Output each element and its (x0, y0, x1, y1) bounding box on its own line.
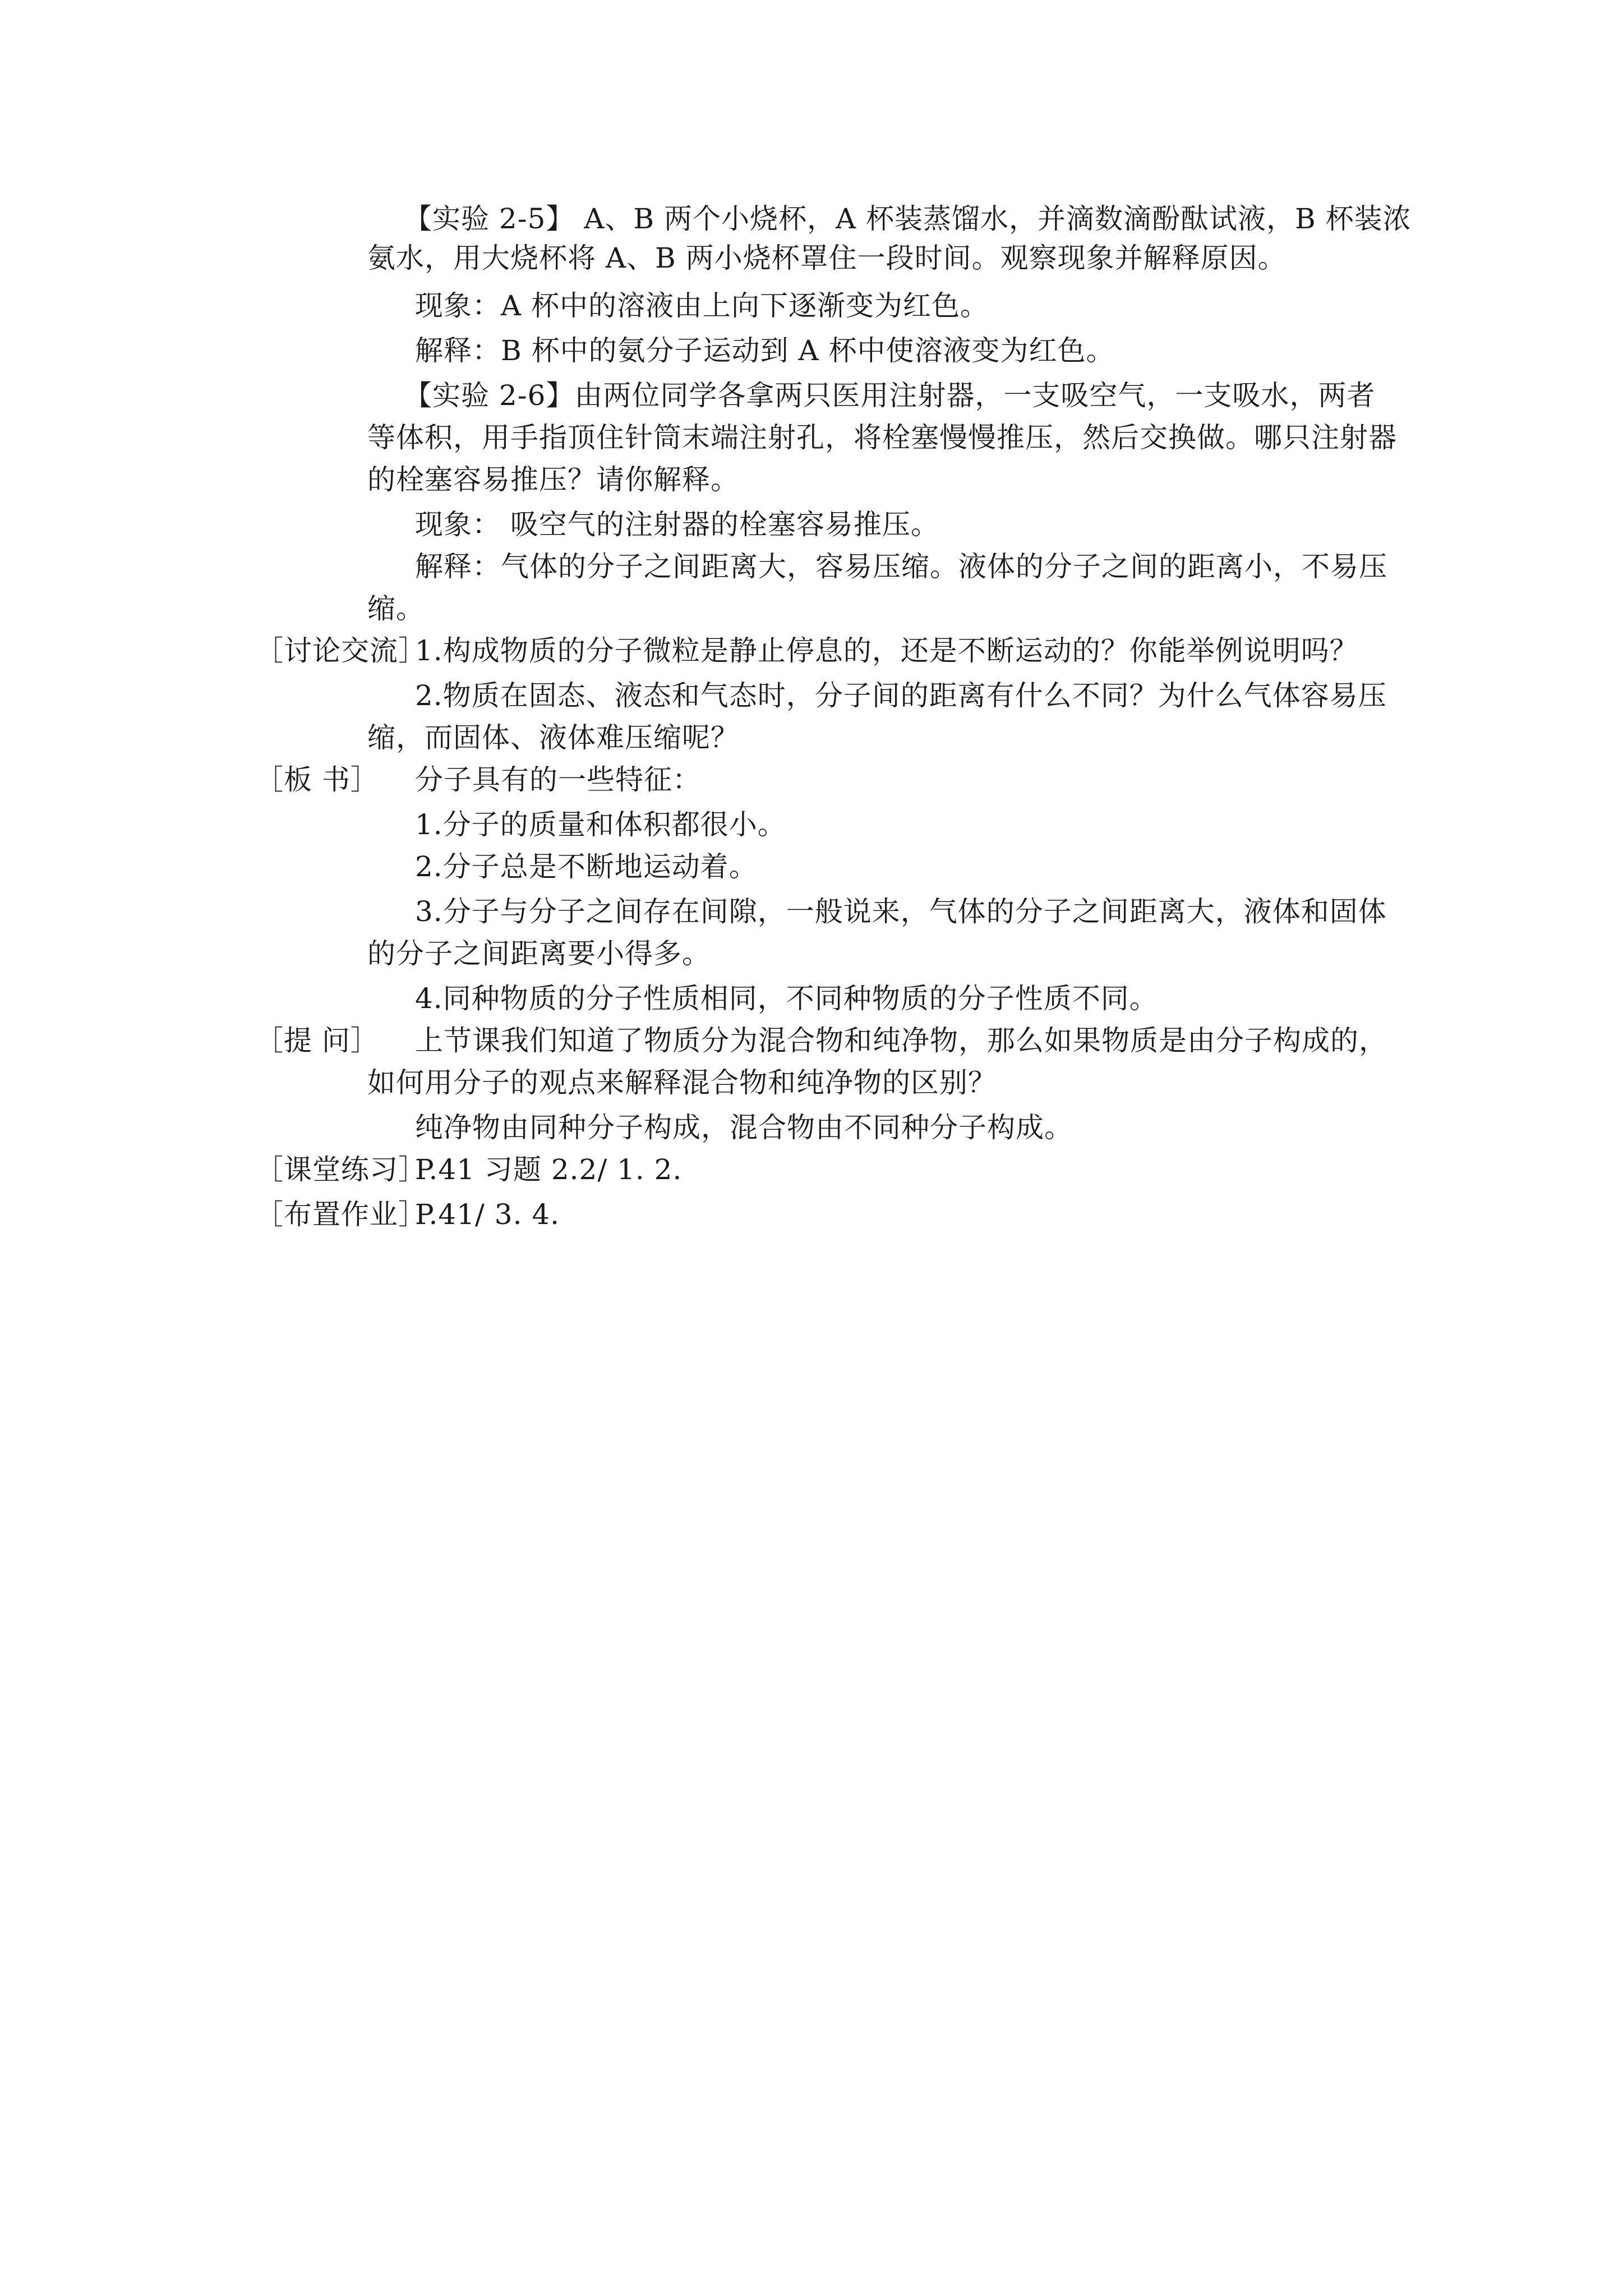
experiment-2-6-line-3: 的栓塞容易推压？请你解释。 (367, 463, 739, 496)
board-tag: ［板 书］ (255, 763, 379, 796)
board-item-3-line-2: 的分子之间距离要小得多。 (367, 937, 711, 970)
board-item-3-line-1: 3.分子与分子之间存在间隙，一般说来，气体的分子之间距离大，液体和固体 (415, 895, 1387, 928)
question-answer: 纯净物由同种分子构成，混合物由不同种分子构成。 (415, 1111, 1073, 1144)
discussion-question-2-line-2: 缩，而固体、液体难压缩呢？ (367, 721, 739, 754)
experiment-2-5-explanation: 解释：B 杯中的氨分子运动到 A 杯中使溶液变为红色。 (415, 334, 1115, 367)
experiment-2-6-explanation-line-2: 缩。 (367, 592, 425, 625)
board-item-1: 1.分子的质量和体积都很小。 (415, 808, 786, 841)
discussion-question-2-line-1: 2.物质在固态、液态和气态时，分子间的距离有什么不同？为什么气体容易压 (415, 679, 1387, 712)
homework-text: P.41/ 3. 4. (415, 1198, 560, 1231)
discussion-tag: ［讨论交流］ (255, 634, 427, 667)
experiment-2-5-phenomenon: 现象：A 杯中的溶液由上向下逐渐变为红色。 (415, 289, 989, 322)
question-line-1: 上节课我们知道了物质分为混合物和纯净物，那么如果物质是由分子构成的， (415, 1024, 1387, 1057)
experiment-2-6-explanation-line-1: 解释：气体的分子之间距离大，容易压缩。液体的分子之间的距离小，不易压 (415, 550, 1387, 583)
question-tag: ［提 问］ (255, 1024, 379, 1057)
board-item-4: 4.同种物质的分子性质相同，不同种物质的分子性质不同。 (415, 982, 1158, 1015)
experiment-2-5-line-1: 【实验 2-5】 A、B 两个小烧杯，A 杯装蒸馏水，并滴数滴酚酞试液，B 杯装浓 (404, 203, 1412, 235)
experiment-2-5-line-2: 氨水，用大烧杯将 A、B 两小烧杯罩住一段时间。观察现象并解释原因。 (367, 242, 1287, 274)
board-item-2: 2.分子总是不断地运动着。 (415, 850, 758, 883)
classwork-tag: ［课堂练习］ (255, 1153, 427, 1186)
question-line-2: 如何用分子的观点来解释混合物和纯净物的区别？ (367, 1066, 997, 1099)
experiment-2-6-line-2: 等体积，用手指顶住针筒末端注射孔，将栓塞慢慢推压，然后交换做。哪只注射器 (367, 421, 1397, 454)
classwork-text: P.41 习题 2.2/ 1. 2. (415, 1153, 683, 1186)
board-title: 分子具有的一些特征： (415, 763, 701, 796)
experiment-2-6-phenomenon: 现象： 吸空气的注射器的栓塞容易推压。 (415, 508, 939, 541)
discussion-question-1: 1.构成物质的分子微粒是静止停息的，还是不断运动的？你能举例说明吗？ (415, 634, 1358, 667)
homework-tag: ［布置作业］ (255, 1198, 427, 1231)
experiment-2-6-line-1: 【实验 2-6】由两位同学各拿两只医用注射器，一支吸空气，一支吸水，两者 (404, 379, 1376, 412)
